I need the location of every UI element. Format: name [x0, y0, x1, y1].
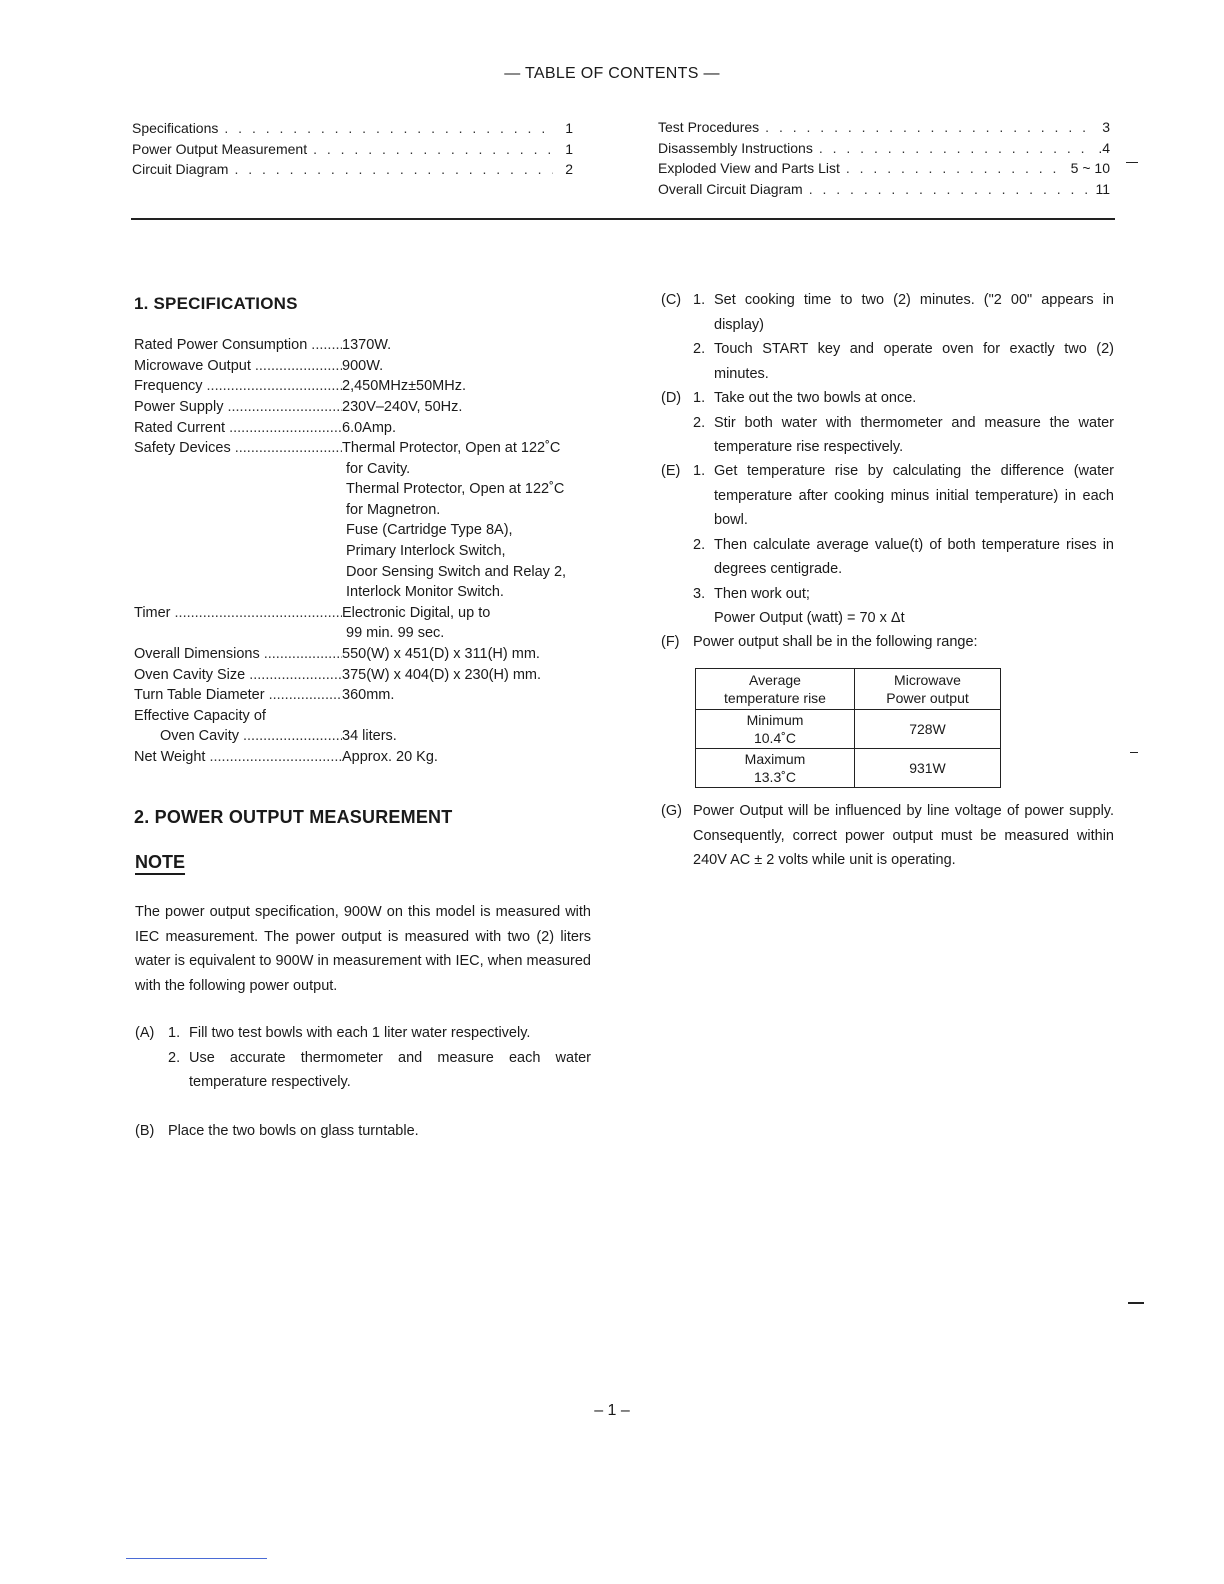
toc-entry[interactable] [658, 181, 1110, 201]
toc-entry[interactable] [658, 140, 1110, 160]
step-number: 1. [168, 1025, 181, 1041]
step-letter: (A) [135, 1025, 155, 1041]
step-number: 1. [693, 463, 706, 479]
spec-continuation: Interlock Monitor Switch. [346, 584, 504, 600]
spec-key: Oven Cavity [160, 728, 239, 744]
step-text: Power output shall be in the following range: [693, 634, 978, 650]
step-f [661, 630, 1114, 655]
toc-leader [234, 161, 553, 177]
spec-value: 6.0Amp. [342, 420, 396, 436]
spec-row [134, 418, 604, 438]
spec-key: Oven Cavity Size [134, 667, 246, 683]
step-letter: (B) [135, 1123, 155, 1139]
spec-key: Frequency [134, 378, 203, 394]
step-e [661, 459, 1114, 631]
spec-value: 550(W) x 451(D) x 311(H) mm. [342, 646, 540, 662]
scan-mark [1130, 752, 1138, 753]
table-header-cell: Microwave Power output [855, 669, 1001, 710]
specifications-heading: 1. SPECIFICATIONS [134, 294, 298, 313]
step-number: 3. [693, 585, 706, 602]
step-text: Set cooking time to two (2) minutes. ("2 00" appears in display) [714, 292, 1114, 333]
power-formula: Power Output (watt) = 70 x Δt [714, 610, 905, 626]
toc-entry[interactable] [658, 119, 1110, 139]
step-letter: (F) [661, 634, 680, 650]
spec-row [134, 603, 604, 623]
spec-continuation: Primary Interlock Switch, [346, 543, 506, 559]
spec-key: Overall Dimensions [134, 646, 260, 662]
toc-entry[interactable] [132, 141, 573, 161]
spec-continuation: for Cavity. [346, 461, 411, 477]
spec-row [134, 397, 604, 417]
spec-key: Power Supply [134, 399, 224, 415]
spec-row [134, 438, 604, 458]
toc-title: — TABLE OF CONTENTS — [504, 65, 720, 82]
note-heading: NOTE [135, 852, 186, 872]
spec-key: Safety Devices [134, 440, 231, 456]
toc-entry-label: Disassembly Instructions [658, 140, 813, 156]
step-letter: (E) [661, 463, 681, 479]
toc-entry-label: Exploded View and Parts List [658, 160, 840, 176]
scan-line [126, 1558, 267, 1559]
step-number: 1. [693, 292, 706, 308]
spec-key: Timer [134, 605, 171, 621]
toc-entry-label: Circuit Diagram [132, 161, 229, 177]
spec-value: 2,450MHz±50MHz. [342, 378, 467, 394]
step-d [661, 386, 1114, 461]
table-cell: 728W [855, 710, 1001, 749]
toc-entry-label: Overall Circuit Diagram [658, 181, 803, 197]
spec-key: Microwave Output [134, 358, 251, 374]
toc-divider [131, 218, 1115, 220]
spec-key: Rated Power Consumption [134, 337, 308, 353]
step-b [135, 1119, 591, 1144]
spec-row [134, 665, 604, 685]
power-range-table [695, 668, 1001, 788]
scan-mark [1126, 162, 1138, 163]
toc-leader [809, 181, 1090, 197]
spec-continuation: 99 min. 99 sec. [346, 625, 445, 641]
toc-entry[interactable] [132, 120, 573, 140]
step-text: Place the two bowls on glass turntable. [168, 1123, 419, 1139]
step-text: Then calculate average value(t) of both temperature rises in degrees centigrade. [714, 536, 1114, 577]
toc-entry-page: 3 [1102, 119, 1110, 135]
toc-entry-label: Specifications [132, 120, 219, 136]
step-g [661, 799, 1114, 874]
table-header-cell: Average temperature rise [696, 669, 855, 710]
step-number: 2. [168, 1049, 181, 1066]
step-text: Stir both water with thermometer and measure the water temperature rise respectively. [714, 414, 1114, 455]
spec-continuation: for Magnetron. [346, 502, 441, 518]
toc-entry-label: Power Output Measurement [132, 141, 308, 157]
toc-leader [846, 160, 1065, 176]
spec-continuation: Fuse (Cartridge Type 8A), [346, 522, 513, 538]
step-text: Take out the two bowls at once. [714, 390, 917, 406]
step-a [135, 1021, 591, 1096]
toc-entry-page: 5 ~ 10 [1070, 160, 1110, 176]
spec-value: Electronic Digital, up to [342, 605, 491, 621]
spec-row [134, 685, 604, 705]
spec-key: Effective Capacity of [134, 708, 266, 724]
toc-entry[interactable] [658, 160, 1110, 180]
step-text: Fill two test bowls with each 1 liter water respectively. [189, 1025, 531, 1041]
step-text: Get temperature rise by calculating the difference (water temperature after cooking minus initial temperature) in each bowl. [714, 463, 1114, 528]
spec-value: 34 liters. [342, 728, 397, 744]
spec-row [134, 644, 604, 664]
spec-row [134, 335, 604, 355]
step-text: Then work out; [714, 585, 810, 602]
toc-entry-label: Test Procedures [658, 119, 760, 135]
step-letter: (D) [661, 390, 682, 406]
toc-leader [313, 141, 553, 157]
step-number: 2. [693, 536, 706, 553]
toc-entry-page: 2 [565, 161, 573, 177]
step-letter: (G) [661, 803, 682, 819]
spec-value: 900W. [342, 358, 384, 374]
spec-continuation: Door Sensing Switch and Relay 2, [346, 564, 567, 580]
spec-key: Rated Current [134, 420, 226, 436]
step-number: 2. [693, 414, 706, 431]
intro-paragraph: The power output specification, 900W on this model is measured with IEC measurement. The power output is measured with two (2) liters water is equivalent to 900W in measurement with IEC, when measured with the following power output. [135, 904, 591, 994]
toc-entry[interactable] [132, 161, 573, 181]
table-cell: Minimum 10.4˚C [696, 710, 855, 749]
spec-value: 230V–240V, 50Hz. [342, 399, 463, 415]
step-number: 2. [693, 341, 706, 357]
step-text: Touch START key and operate oven for exactly two (2) minutes. [714, 341, 1114, 382]
step-text: Use accurate thermometer and measure each water temperature respectively. [189, 1049, 591, 1090]
spec-value: 1370W. [342, 337, 392, 353]
spec-row [134, 376, 604, 396]
toc-leader [819, 140, 1090, 156]
step-letter: (C) [661, 292, 682, 308]
spec-row [134, 747, 604, 767]
spec-value: Thermal Protector, Open at 122˚C [342, 440, 561, 456]
scan-mark [1128, 1302, 1144, 1304]
toc-entry-page: 11 [1095, 181, 1110, 197]
toc-entry-page: .4 [1098, 140, 1110, 156]
table-cell: Maximum 13.3˚C [696, 749, 855, 788]
toc-entry-page: 1 [565, 141, 573, 157]
spec-value: Approx. 20 Kg. [342, 749, 438, 765]
spec-row [134, 726, 604, 746]
table-cell: 931W [855, 749, 1001, 788]
spec-continuation: Thermal Protector, Open at 122˚C [346, 481, 565, 497]
toc-leader [224, 120, 553, 136]
power-output-heading: 2. POWER OUTPUT MEASUREMENT [134, 807, 453, 827]
spec-value: 360mm. [342, 687, 395, 703]
step-number: 1. [693, 390, 706, 406]
spec-key: Net Weight [134, 749, 206, 765]
toc-entry-page: 1 [565, 120, 573, 136]
step-text: Power Output will be influenced by line voltage of power supply. Consequently, correct power output must be measured within 240V AC ± 2 volts while unit is operating. [693, 803, 1114, 868]
page-number: – 1 – [594, 1402, 630, 1419]
spec-key: Turn Table Diameter [134, 687, 265, 703]
step-c [661, 288, 1114, 388]
toc-leader [765, 119, 1090, 135]
spec-row [134, 356, 604, 376]
spec-value: 375(W) x 404(D) x 230(H) mm. [342, 667, 542, 683]
